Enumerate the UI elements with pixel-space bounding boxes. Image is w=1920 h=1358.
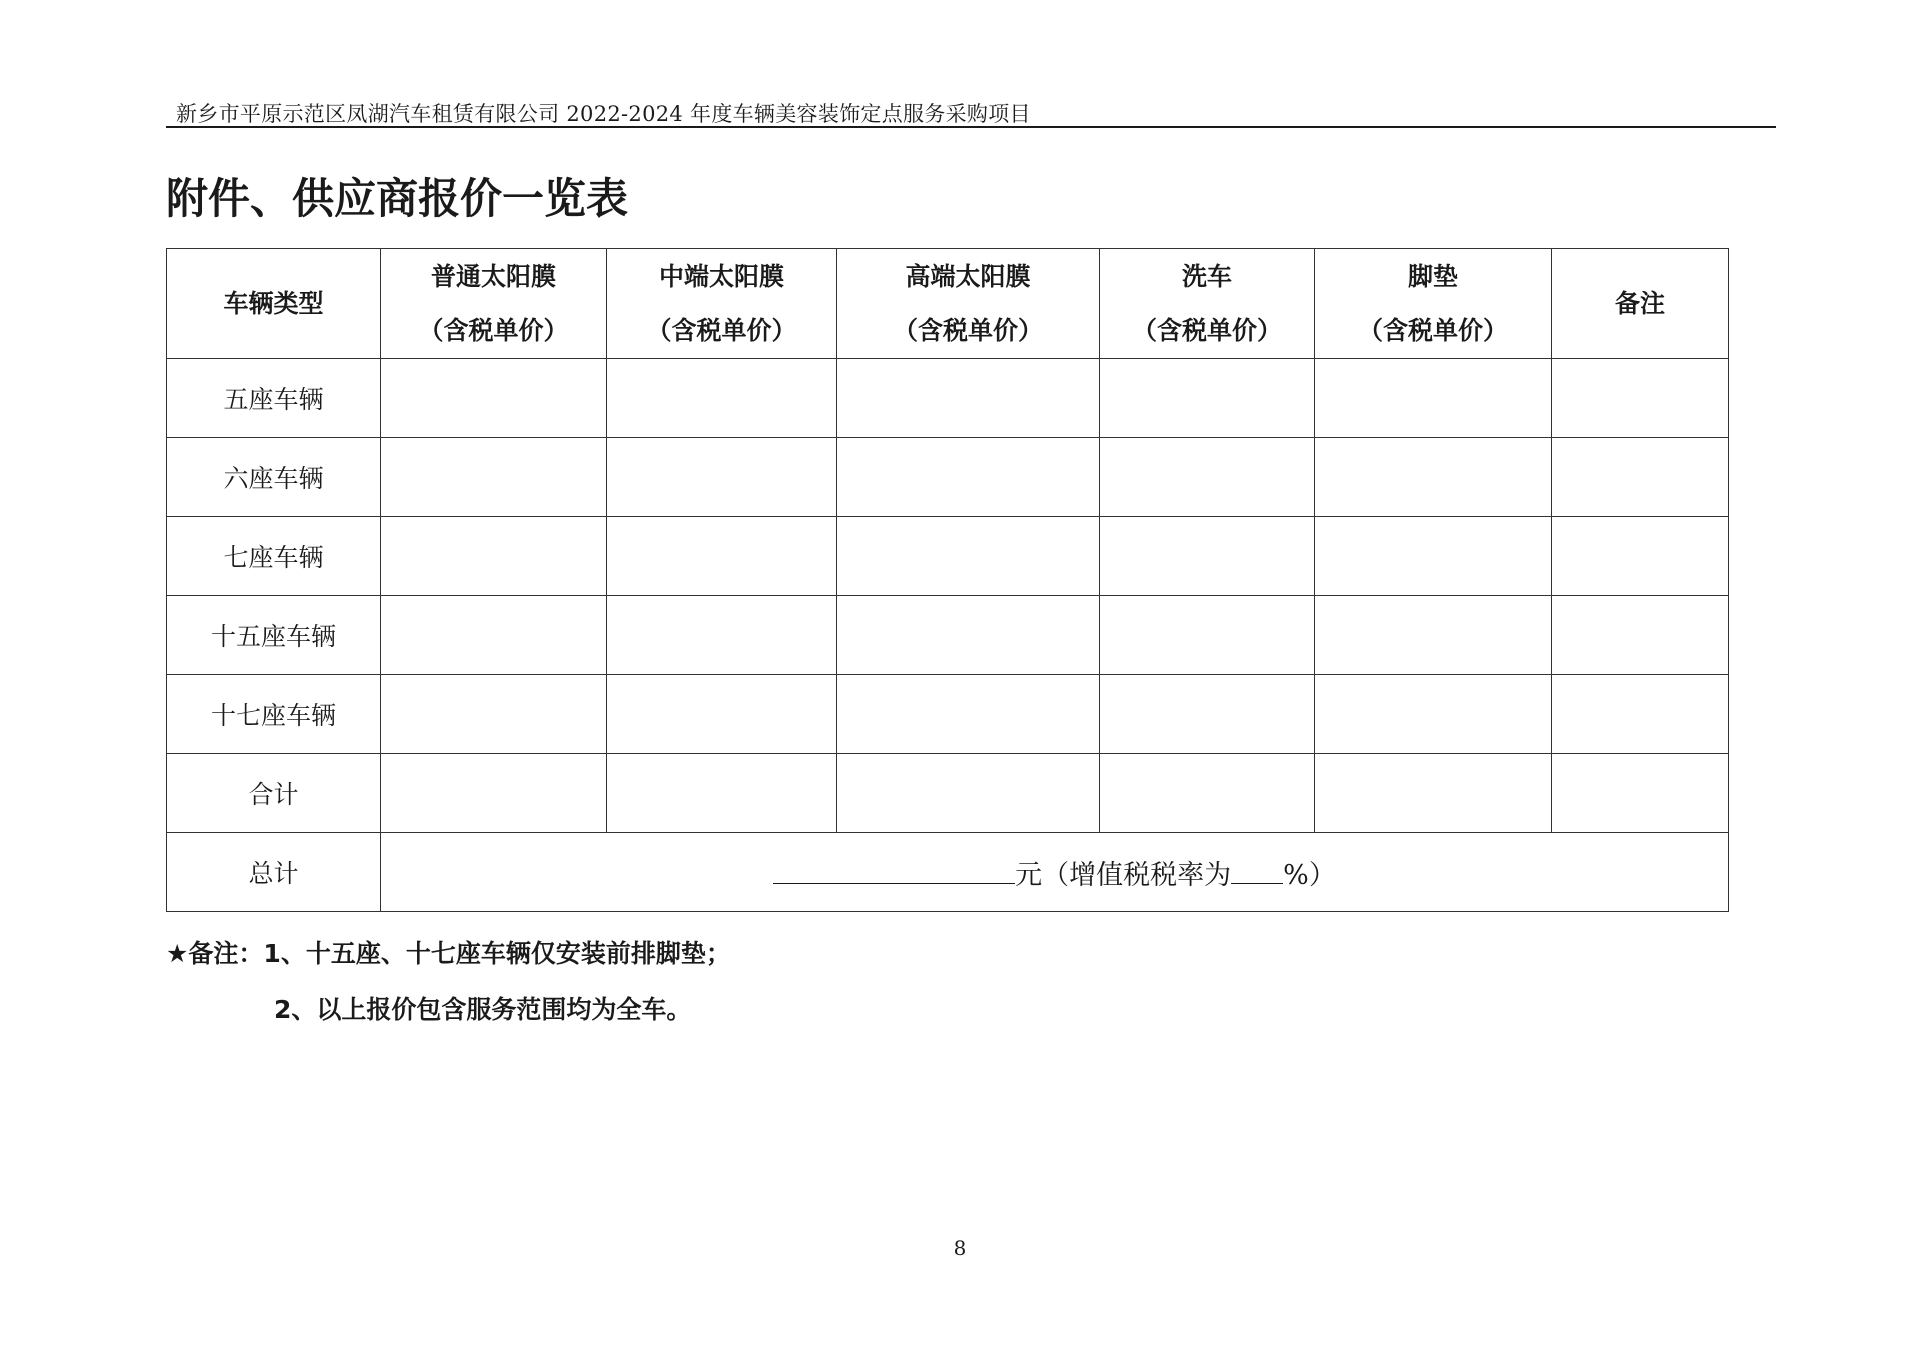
price-cell[interactable] (381, 438, 607, 517)
note-item (166, 936, 731, 992)
tax-rate-blank[interactable] (1231, 857, 1283, 884)
note-item (166, 992, 731, 1048)
table-header-row (167, 249, 1729, 359)
page-number: 8 (953, 1236, 967, 1260)
page-title: 附件、供应商报价一览表 (166, 174, 629, 223)
row-label-six-seat: 六座车辆 (167, 438, 381, 517)
grand-total-cell (381, 833, 1729, 912)
price-cell[interactable] (837, 517, 1100, 596)
column-header-vehicle-type (167, 249, 381, 359)
price-cell[interactable] (1100, 359, 1315, 438)
price-cell[interactable] (1100, 596, 1315, 675)
notes-section (166, 936, 731, 1048)
column-header-car-wash (1100, 249, 1315, 359)
price-cell[interactable] (837, 359, 1100, 438)
price-cell[interactable] (1100, 754, 1315, 833)
row-label-seventeen-seat: 十七座车辆 (167, 675, 381, 754)
column-header-label: 中端太阳膜 (658, 261, 784, 291)
table-row (167, 754, 1729, 833)
column-header-sublabel: （含税单价） (646, 315, 797, 345)
table-row (167, 596, 1729, 675)
remarks-cell[interactable] (1552, 596, 1729, 675)
price-cell[interactable] (1315, 754, 1552, 833)
table-row (167, 675, 1729, 754)
table-row (167, 438, 1729, 517)
column-header-sublabel: （含税单价） (418, 315, 569, 345)
price-cell[interactable] (381, 596, 607, 675)
column-header-label: 洗车 (1181, 261, 1232, 291)
price-cell[interactable] (381, 675, 607, 754)
price-cell[interactable] (1315, 517, 1552, 596)
column-header-label: 车辆类型 (223, 288, 324, 318)
price-cell[interactable] (607, 675, 837, 754)
price-cell[interactable] (1100, 675, 1315, 754)
table-row (167, 359, 1729, 438)
column-header-label: 备注 (1614, 288, 1665, 318)
price-cell[interactable] (1100, 517, 1315, 596)
price-cell[interactable] (1100, 438, 1315, 517)
remarks-cell[interactable] (1552, 517, 1729, 596)
remarks-cell[interactable] (1552, 675, 1729, 754)
grand-total-line (773, 853, 1336, 892)
column-header-sublabel: （含税单价） (892, 315, 1043, 345)
remarks-cell[interactable] (1552, 359, 1729, 438)
price-cell[interactable] (1315, 438, 1552, 517)
column-header-standard-film (381, 249, 607, 359)
row-label-subtotal: 合计 (167, 754, 381, 833)
remarks-cell[interactable] (1552, 754, 1729, 833)
price-cell[interactable] (607, 754, 837, 833)
price-cell[interactable] (1315, 596, 1552, 675)
column-header-remarks (1552, 249, 1729, 359)
price-cell[interactable] (381, 359, 607, 438)
column-header-mid-film (607, 249, 837, 359)
price-cell[interactable] (607, 438, 837, 517)
column-header-label: 高端太阳膜 (905, 261, 1031, 291)
remarks-cell[interactable] (1552, 438, 1729, 517)
price-cell[interactable] (381, 517, 607, 596)
note-text: 2、以上报价包含服务范围均为全车。 (274, 995, 692, 1024)
column-header-label: 脚垫 (1407, 261, 1458, 291)
column-header-sublabel: （含税单价） (1131, 315, 1282, 345)
total-suffix-text: %） (1283, 859, 1336, 891)
price-cell[interactable] (607, 517, 837, 596)
price-cell[interactable] (607, 596, 837, 675)
row-label-seven-seat: 七座车辆 (167, 517, 381, 596)
column-header-high-film (837, 249, 1100, 359)
column-header-label: 普通太阳膜 (430, 261, 556, 291)
row-label-five-seat: 五座车辆 (167, 359, 381, 438)
price-cell[interactable] (837, 675, 1100, 754)
note-text: 1、十五座、十七座车辆仅安装前排脚垫； (263, 939, 731, 968)
total-amount-blank[interactable] (773, 857, 1015, 884)
column-header-floor-mat (1315, 249, 1552, 359)
document-header: 新乡市平原示范区凤湖汽车租赁有限公司 2022-2024 年度车辆美容装饰定点服务采购项目 (176, 102, 1031, 126)
price-cell[interactable] (1315, 359, 1552, 438)
notes-prefix: ★备注： (166, 939, 264, 968)
quote-table (166, 248, 1729, 912)
price-cell[interactable] (837, 754, 1100, 833)
row-label-grand-total: 总计 (167, 833, 381, 912)
table-row (167, 517, 1729, 596)
price-cell[interactable] (1315, 675, 1552, 754)
price-cell[interactable] (381, 754, 607, 833)
row-label-fifteen-seat: 十五座车辆 (167, 596, 381, 675)
price-cell[interactable] (837, 438, 1100, 517)
header-divider (166, 126, 1776, 128)
price-cell[interactable] (607, 359, 837, 438)
total-unit-text: 元（增值税税率为 (1015, 859, 1232, 891)
column-header-sublabel: （含税单价） (1357, 315, 1508, 345)
table-row-total (167, 833, 1729, 912)
price-cell[interactable] (837, 596, 1100, 675)
